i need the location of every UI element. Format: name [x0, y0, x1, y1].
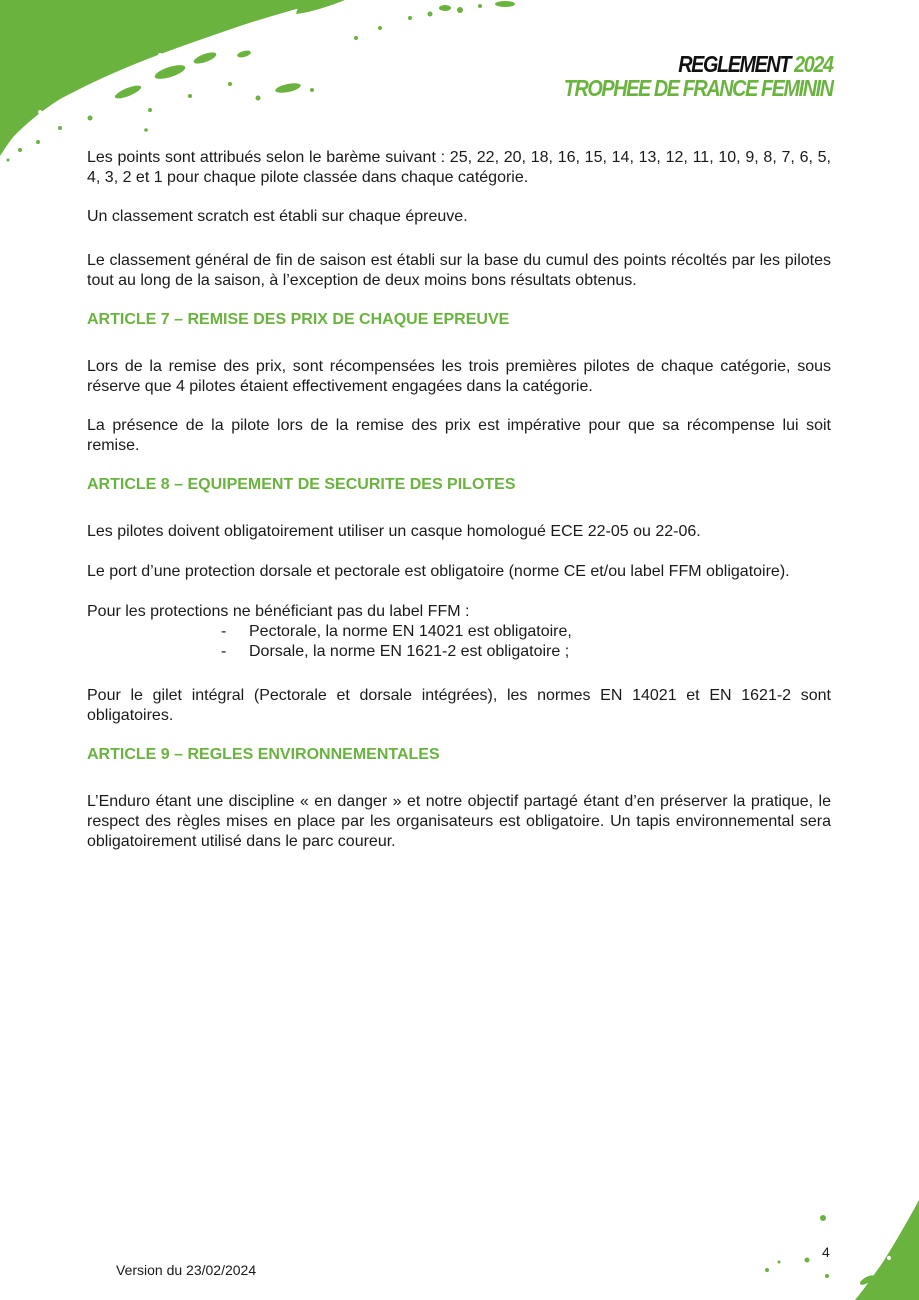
list-dash: -: [221, 623, 227, 640]
header-line-2: TROPHEE DE FRANCE FEMININ: [564, 75, 833, 101]
green-brush-splash-top: [0, 0, 520, 165]
general-ranking-paragraph: Le classement général de fin de saison est établi sur la base du cumul des points récoltés par les pilotes tout au long de la saison, à l’exception de deux moins bons résultats obtenus.: [87, 252, 831, 289]
article-8-heading: ARTICLE 8 – EQUIPEMENT DE SECURITE DES PILOTES: [87, 476, 516, 493]
article-8-paragraph-3: Pour les protections ne bénéficiant pas du label FFM :: [87, 603, 470, 620]
article-7-paragraph-2: La présence de la pilote lors de la remise des prix est impérative pour que sa récompense lui soit remise.: [87, 417, 831, 454]
list-dash: -: [221, 643, 227, 660]
page-number: 4: [822, 1244, 830, 1260]
list-item-text: Pectorale, la norme EN 14021 est obligatoire,: [249, 623, 572, 640]
footer-version: Version du 23/02/2024: [116, 1262, 257, 1278]
list-item-text: Dorsale, la norme EN 1621-2 est obligatoire ;: [249, 643, 570, 660]
scratch-paragraph: Un classement scratch est établi sur chaque épreuve.: [87, 208, 468, 225]
protection-norms-list: [87, 622, 831, 662]
article-7-paragraph-1: Lors de la remise des prix, sont récompensées les trois premières pilotes de chaque catégorie, sous réserve que 4 pilotes étaient effectivement engagées dans la catégorie.: [87, 358, 831, 395]
list-item: [87, 642, 831, 662]
article-7-heading: ARTICLE 7 – REMISE DES PRIX DE CHAQUE EPREUVE: [87, 311, 510, 328]
article-8-paragraph-4: Pour le gilet intégral (Pectorale et dorsale intégrées), les normes EN 14021 et EN 1621-2 sont obligatoires.: [87, 687, 831, 724]
document-body: [87, 148, 831, 852]
article-9-heading: ARTICLE 9 – REGLES ENVIRONNEMENTALES: [87, 746, 440, 763]
header-line-1: [564, 52, 833, 76]
article-9-paragraph-1: L’Enduro étant une discipline « en danger » et notre objectif partagé étant d’en préserver la pratique, le respect des règles mises en place par les organisateurs est obligatoire. Un tapis environnemental sera obligatoirement utilisé dans le parc coureur.: [87, 793, 831, 850]
header-year: 2024: [794, 51, 833, 77]
article-8-paragraph-1: Les pilotes doivent obligatoirement utiliser un casque homologué ECE 22-05 ou 22-06.: [87, 523, 701, 540]
header-reglement: REGLEMENT: [678, 51, 791, 77]
green-brush-splash-bottom: [755, 1200, 919, 1300]
article-8-paragraph-2: Le port d’une protection dorsale et pectorale est obligatoire (norme CE et/ou label FFM obligatoire).: [87, 563, 790, 580]
list-item: [87, 622, 831, 642]
points-paragraph: Les points sont attribués selon le barème suivant : 25, 22, 20, 18, 16, 15, 14, 13, 12, 11, 10, 9, 8, 7, 6, 5, 4, 3, 2 et 1 pour chaque pilote classée dans chaque catégorie.: [87, 149, 831, 186]
document-header: [520, 52, 833, 100]
